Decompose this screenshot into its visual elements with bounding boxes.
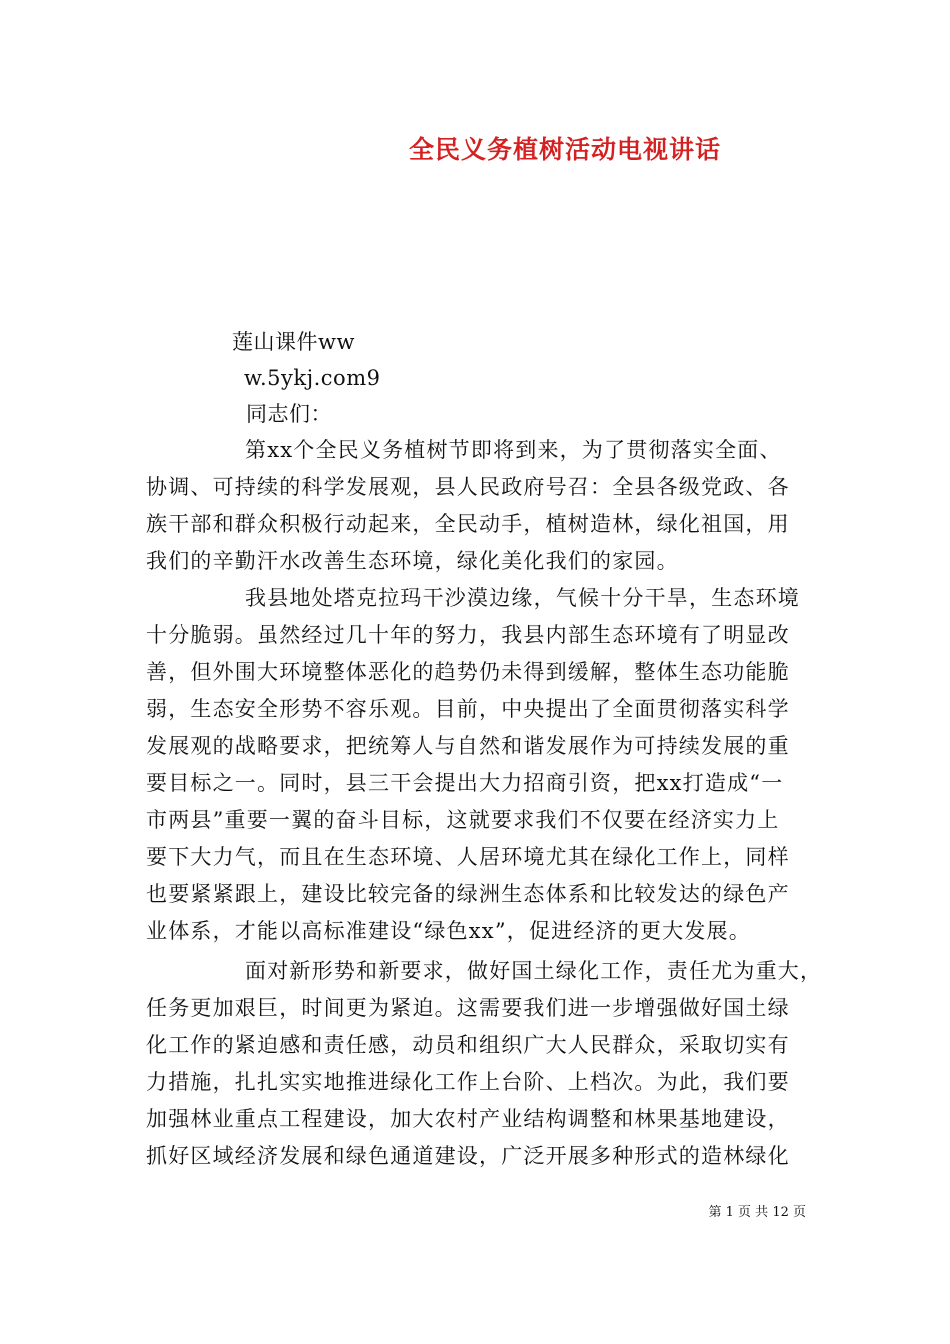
paragraph-2-line: 十分脆弱。虽然经过几十年的努力，我县内部生态环境有了明显改 [146, 623, 790, 647]
paragraph-2-line: 要目标之一。同时，县三干会提出大力招商引资，把xx打造成“一 [146, 771, 784, 795]
paragraph-3-line: 面对新形势和新要求，做好国土绿化工作，责任尤为重大， [245, 959, 823, 983]
paragraph-3-line: 力措施，扎扎实实地推进绿化工作上台阶、上档次。为此，我们要 [146, 1070, 790, 1094]
paragraph-1-line: 协调、可持续的科学发展观，县人民政府号召：全县各级党政、各 [146, 475, 790, 499]
paragraph-2-line: 市两县”重要一翼的奋斗目标，这就要求我们不仅要在经济实力上 [146, 808, 780, 832]
paragraph-2-line: 我县地处塔克拉玛干沙漠边缘，气候十分干旱，生态环境 [245, 586, 800, 610]
salutation: 同志们： [246, 402, 332, 426]
paragraph-2-line: 也要紧紧跟上，建设比较完备的绿洲生态体系和比较发达的绿色产 [146, 882, 790, 906]
paragraph-3-line: 化工作的紧迫感和责任感，动员和组织广大人民群众，采取切实有 [146, 1033, 790, 1057]
paragraph-3-line: 加强林业重点工程建设，加大农村产业结构调整和林果基地建设， [146, 1107, 790, 1131]
page-number-footer: 第 1 页 共 12 页 [708, 1205, 806, 1220]
paragraph-1-line: 我们的辛勤汗水改善生态环境，绿化美化我们的家园。 [146, 549, 679, 573]
paragraph-2-line: 发展观的战略要求，把统筹人与自然和谐发展作为可持续发展的重 [146, 734, 790, 758]
source-line-1: 莲山课件ww [232, 330, 355, 354]
paragraph-2-line: 弱，生态安全形势不容乐观。目前，中央提出了全面贯彻落实科学 [146, 697, 790, 721]
document-title: 全民义务植树活动电视讲话 [408, 135, 721, 164]
paragraph-2-line: 业体系，才能以高标准建设“绿色xx”，促进经济的更大发展。 [146, 919, 751, 943]
paragraph-1-line: 族干部和群众积极行动起来，全民动手，植树造林，绿化祖国，用 [146, 512, 790, 536]
paragraph-1-line: 第xx个全民义务植树节即将到来，为了贯彻落实全面、 [245, 438, 782, 462]
source-line-2: w.5ykj.com9 [244, 366, 381, 390]
paragraph-3-line: 抓好区域经济发展和绿色通道建设，广泛开展多种形式的造林绿化 [146, 1144, 790, 1168]
paragraph-2-line: 要下大力气，而且在生态环境、人居环境尤其在绿化工作上，同样 [146, 845, 790, 869]
paragraph-3-line: 任务更加艰巨，时间更为紧迫。这需要我们进一步增强做好国土绿 [146, 996, 790, 1020]
paragraph-2-line: 善，但外围大环境整体恶化的趋势仍未得到缓解，整体生态功能脆 [146, 660, 790, 684]
